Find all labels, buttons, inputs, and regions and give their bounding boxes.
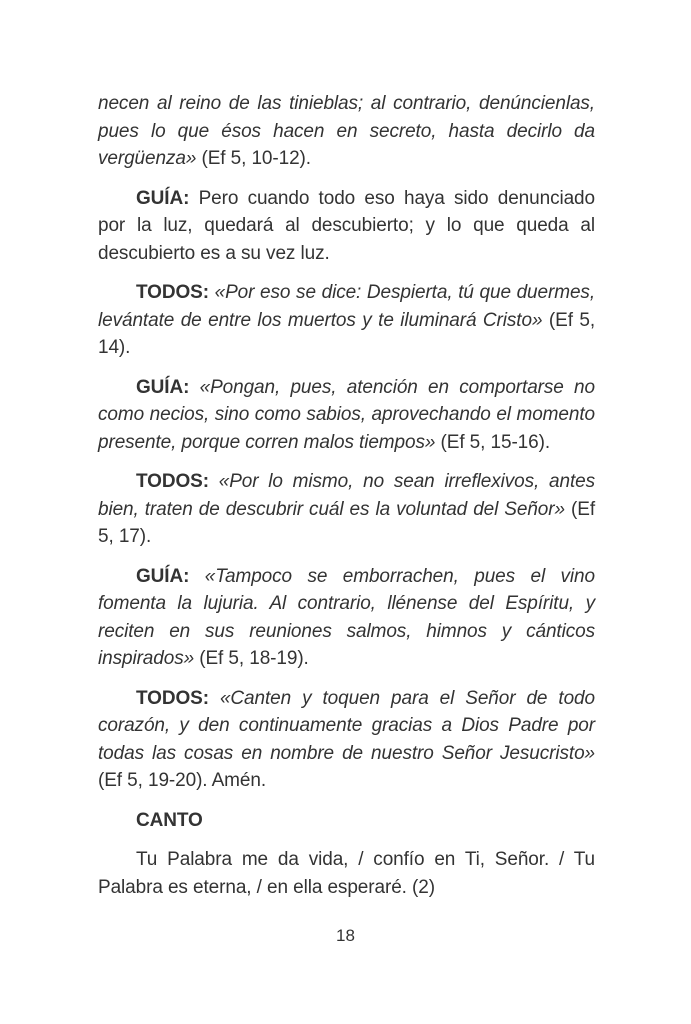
paragraph — [98, 185, 595, 268]
scripture-quote: «Tampoco se emborrachen, pues el vino fomenta la lujuria. Al contrario, llénense del Espíritu, y reciten en sus reuniones salmos, himnos y cánticos inspirados» — [98, 565, 595, 669]
body-text: (Ef 5, 15-16). — [435, 431, 551, 453]
speaker-label: TODOS: — [136, 687, 209, 709]
body-text: Tu Palabra me da vida, / confío en Ti, Señor. / Tu Palabra es eterna, / en ella esperaré. (2) — [98, 849, 595, 898]
speaker-label: CANTO — [136, 809, 203, 831]
scripture-quote: «Pongan, pues, atención en comportarse no como necios, sino como sabios, aprovechando el momento presente, porque corren malos tiempos» — [98, 376, 595, 453]
page-text — [98, 90, 595, 913]
page-number: 18 — [336, 926, 355, 945]
body-text: (Ef 5, 17). — [98, 498, 595, 547]
speaker-label: TODOS: — [136, 282, 209, 303]
paragraph — [98, 374, 595, 457]
scripture-quote: «Por eso se dice: Despierta, tú que duermes, levántate de entre los muertos y te iluminará Cristo» — [98, 282, 595, 331]
paragraph — [98, 807, 595, 835]
speaker-label: GUÍA: — [136, 187, 190, 209]
body-text: (Ef 5, 18-19). — [194, 648, 309, 669]
speaker-label: GUÍA: — [136, 565, 190, 587]
body-text: (Ef 5, 10-12). — [196, 148, 311, 169]
paragraph — [98, 90, 595, 173]
paragraph — [98, 279, 595, 362]
paragraph — [98, 685, 595, 795]
paragraph — [98, 563, 595, 673]
speaker-label: GUÍA: — [136, 376, 190, 398]
body-text: (Ef 5, 19-20). Amén. — [98, 770, 267, 791]
scripture-quote: necen al reino de las tinieblas; al contrario, denúncienlas, pues lo que ésos hacen en secreto, hasta decirlo da vergüenza» — [98, 93, 595, 169]
speaker-label: TODOS: — [136, 471, 209, 492]
scripture-quote: «Canten y toquen para el Señor de todo corazón, y den continuamente gracias a Dios Padre por todas las cosas en nombre de nuestro Señor Jesucristo» — [98, 687, 595, 764]
scripture-quote: «Por lo mismo, no sean irreflexivos, antes bien, traten de descubrir cuál es la voluntad del Señor» — [98, 471, 595, 520]
body-text: Pero cuando todo eso haya sido denunciado por la luz, quedará al descubierto; y lo que queda al descubierto es a su vez luz. — [98, 187, 595, 264]
paragraph — [98, 846, 595, 901]
paragraph — [98, 468, 595, 551]
body-text: (Ef 5, 14). — [98, 309, 596, 358]
